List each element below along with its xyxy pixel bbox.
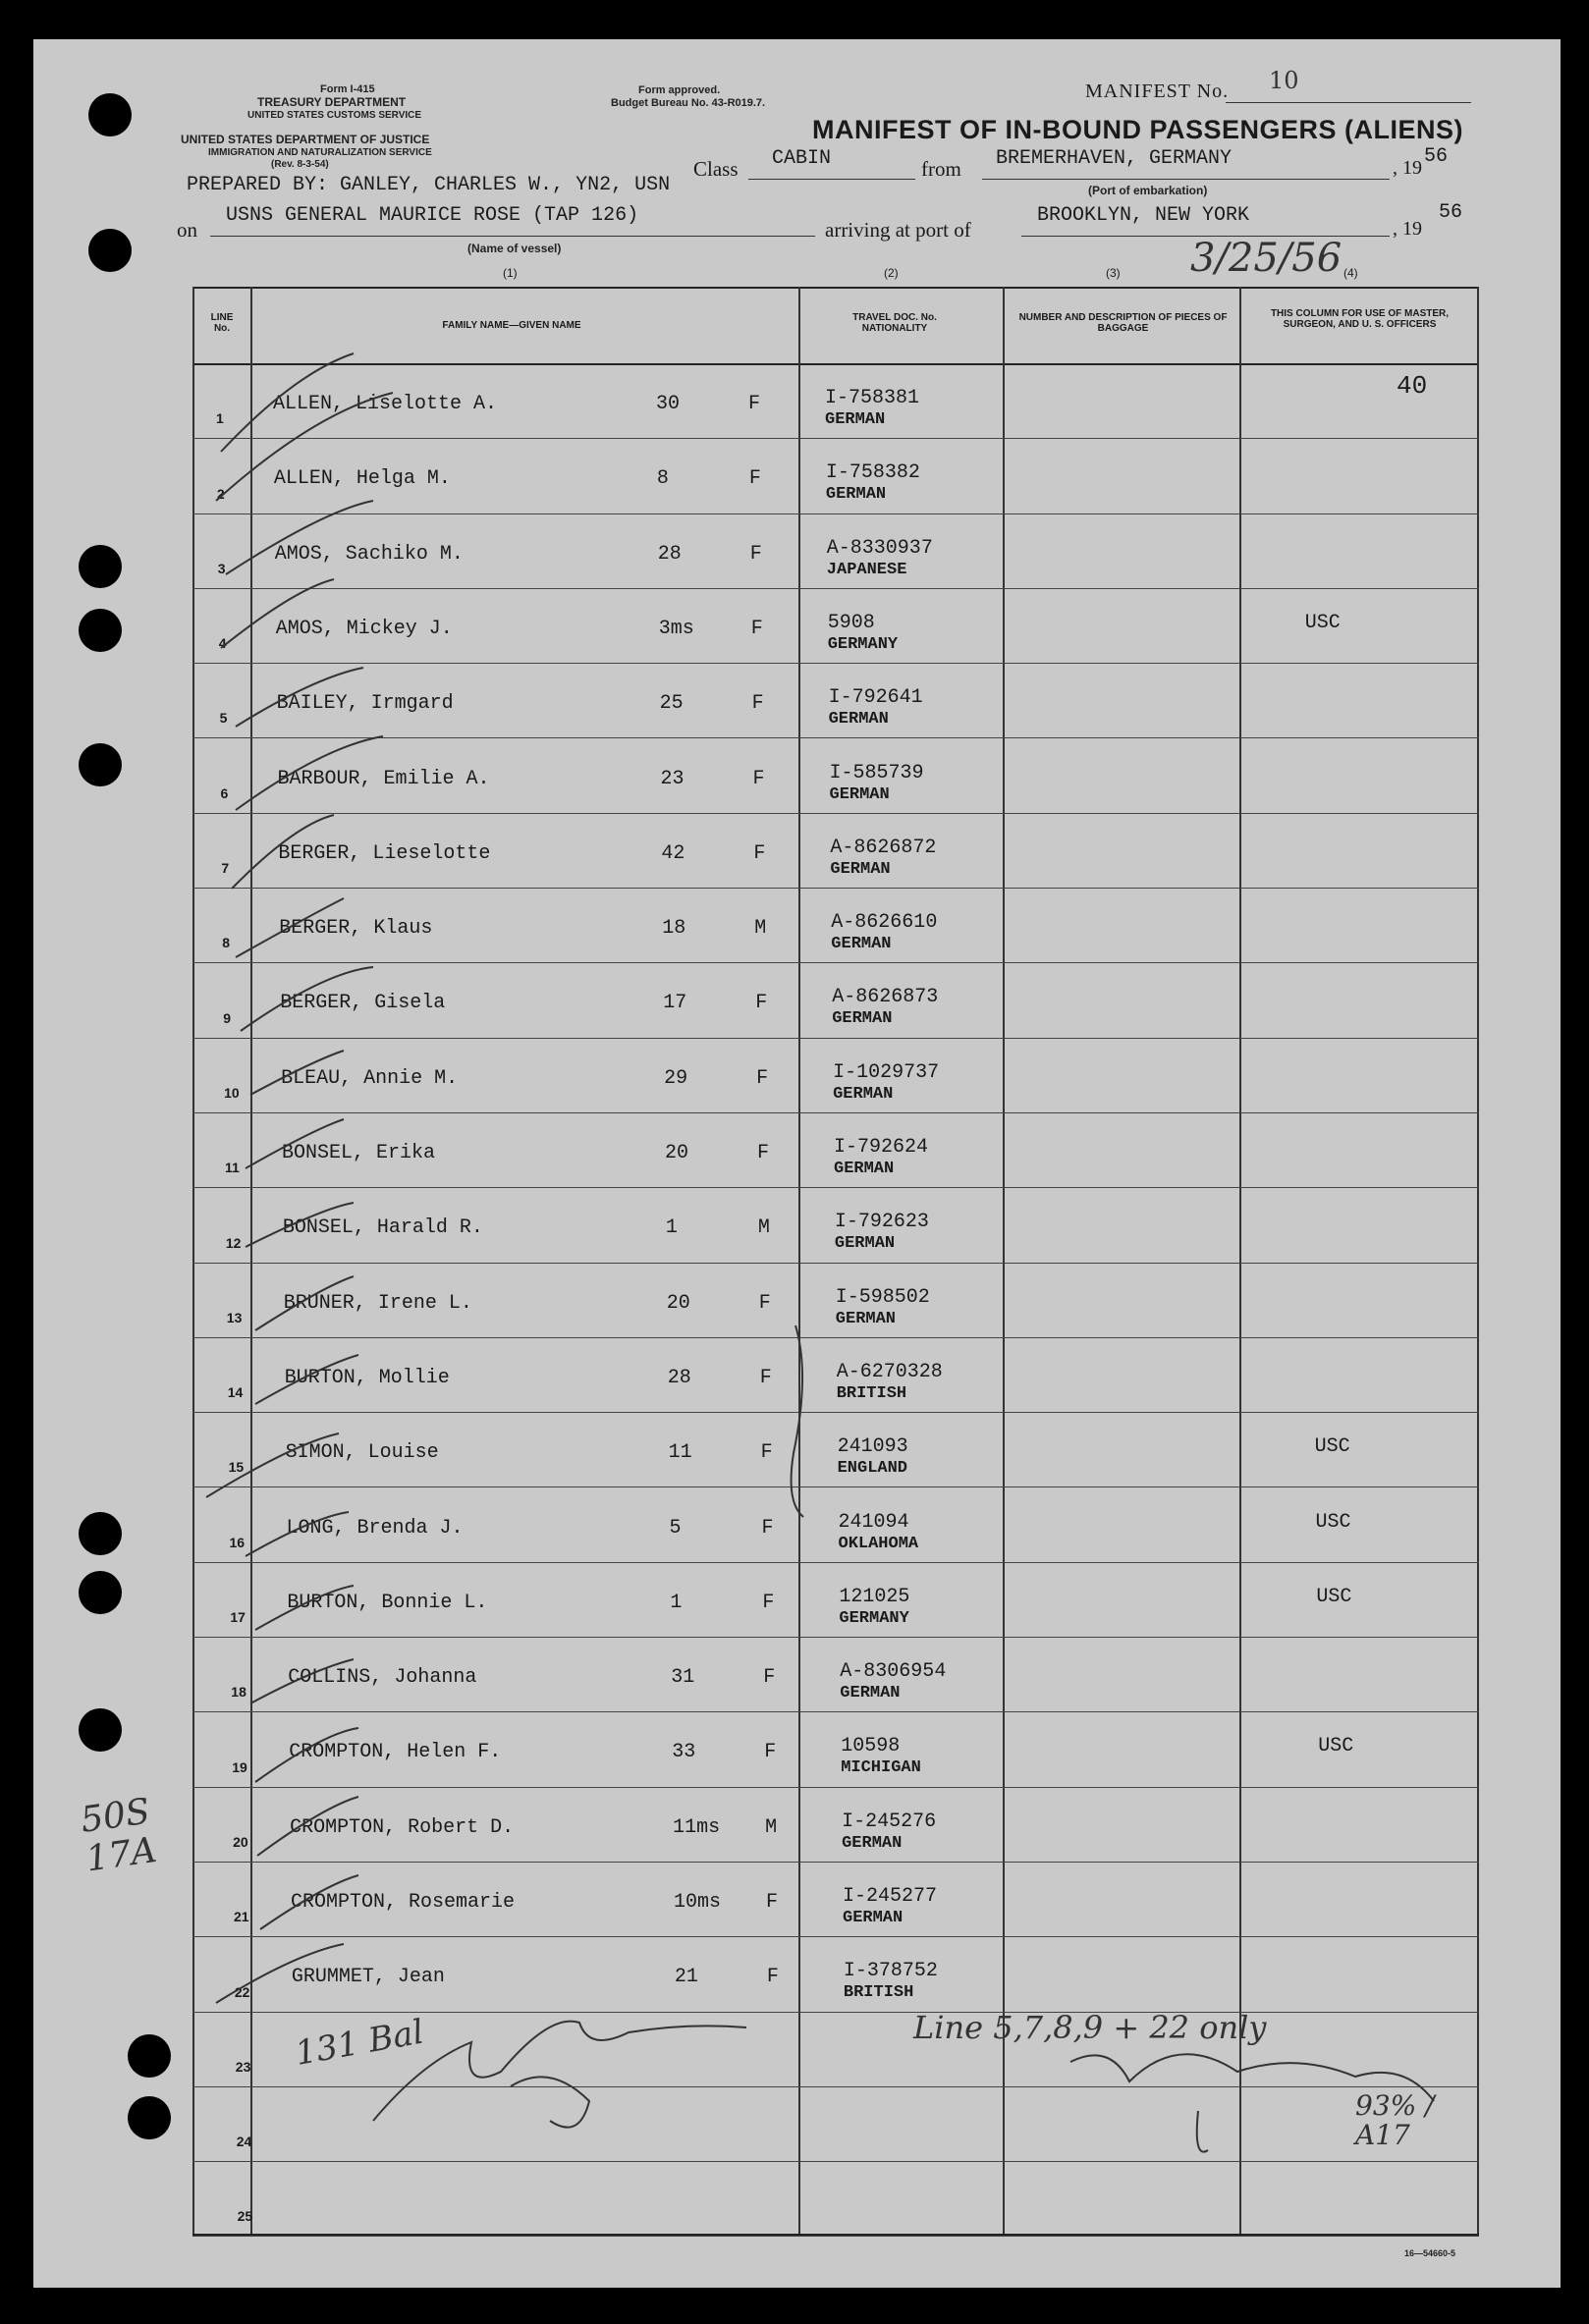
officer-note: USC bbox=[1314, 1435, 1350, 1459]
col-num-2: (2) bbox=[884, 266, 899, 280]
passenger-age: 5 bbox=[669, 1516, 682, 1540]
travel-doc-number: I-792641 bbox=[828, 686, 923, 710]
passenger-name: BURTON, Mollie bbox=[284, 1366, 450, 1389]
passenger-sex: F bbox=[762, 1591, 775, 1614]
line-no: 2 bbox=[216, 485, 225, 502]
passenger-sex: F bbox=[751, 692, 764, 716]
passenger-age: 25 bbox=[659, 692, 684, 716]
passenger-sex: F bbox=[766, 1891, 779, 1914]
manifest-number-label: MANIFEST No. bbox=[1085, 81, 1230, 102]
header-line-no: LINE No. bbox=[210, 312, 234, 334]
line-no: 8 bbox=[222, 935, 231, 951]
passenger-name: CROMPTON, Rosemarie bbox=[291, 1891, 516, 1914]
year-prefix-1: , 19 bbox=[1393, 157, 1422, 179]
line-no: 14 bbox=[227, 1384, 244, 1401]
travel-doc-number: I-758381 bbox=[825, 387, 920, 409]
travel-doc-number: A-8626873 bbox=[832, 986, 939, 1009]
line-no: 15 bbox=[228, 1459, 245, 1476]
line-no: 25 bbox=[237, 2208, 253, 2225]
travel-doc-number: I-792623 bbox=[834, 1211, 929, 1234]
line-no: 10 bbox=[224, 1084, 240, 1101]
embarkation-port: BREMERHAVEN, GERMANY bbox=[996, 147, 1233, 170]
passenger-age: 11ms bbox=[673, 1815, 721, 1839]
passenger-name: BARBOUR, Emilie A. bbox=[277, 767, 490, 790]
passenger-age: 29 bbox=[664, 1066, 688, 1090]
header-travel-doc: TRAVEL DOC. No. NATIONALITY bbox=[852, 312, 937, 334]
customs-service: UNITED STATES CUSTOMS SERVICE bbox=[247, 110, 422, 121]
line-no: 5 bbox=[219, 710, 228, 727]
travel-doc-number: A-8626610 bbox=[831, 911, 938, 935]
note-bottom-left: 131 Bal bbox=[292, 2012, 427, 2074]
prepared-by: PREPARED BY: GANLEY, CHARLES W., YN2, USN bbox=[187, 174, 671, 196]
handwritten-date: 3/25/56 bbox=[1190, 236, 1342, 281]
passenger-sex: F bbox=[761, 1516, 774, 1540]
nationality: GERMAN bbox=[825, 485, 887, 505]
travel-doc-number: I-598502 bbox=[835, 1285, 930, 1309]
travel-doc-number: A-8306954 bbox=[840, 1660, 947, 1684]
passenger-name: BERGER, Gisela bbox=[280, 992, 446, 1015]
page-title: MANIFEST OF IN-BOUND PASSENGERS (ALIENS) bbox=[812, 115, 1464, 144]
vessel-caption: (Name of vessel) bbox=[467, 242, 562, 255]
officer-note: USC bbox=[1304, 611, 1341, 634]
passenger-sex: F bbox=[755, 992, 768, 1015]
port-caption: (Port of embarkation) bbox=[1088, 184, 1208, 197]
passenger-sex: F bbox=[757, 1142, 770, 1164]
passenger-age: 42 bbox=[661, 841, 685, 865]
passenger-sex: M bbox=[757, 1216, 770, 1240]
passenger-name: BLEAU, Annie M. bbox=[281, 1066, 459, 1090]
col-num-1: (1) bbox=[503, 266, 518, 280]
passenger-age: 30 bbox=[656, 393, 681, 415]
col-num-4: (4) bbox=[1343, 266, 1358, 280]
nationality: OKLAHOMA bbox=[838, 1534, 919, 1553]
line-no: 7 bbox=[221, 860, 230, 877]
nationality: GERMANY bbox=[839, 1608, 909, 1628]
passenger-age: 28 bbox=[667, 1366, 691, 1389]
passenger-age: 1 bbox=[665, 1216, 678, 1240]
nationality: BRITISH bbox=[843, 1983, 914, 2003]
vessel-name: USNS GENERAL MAURICE ROSE (TAP 126) bbox=[226, 204, 639, 227]
manifest-number: 10 bbox=[1269, 67, 1299, 94]
passenger-name: BERGER, Klaus bbox=[279, 917, 433, 941]
passenger-name: BRUNER, Irene L. bbox=[283, 1291, 472, 1315]
line-no: 23 bbox=[235, 2058, 251, 2075]
passenger-sex: F bbox=[748, 393, 761, 415]
note-lines: Line 5,7,8,9 + 22 only bbox=[913, 2009, 1267, 2046]
treasury-dept: TREASURY DEPARTMENT bbox=[257, 95, 407, 109]
nationality: GERMAN bbox=[834, 1234, 896, 1254]
travel-doc-number: I-585739 bbox=[829, 761, 924, 784]
passenger-sex: F bbox=[759, 1366, 772, 1389]
line-no: 16 bbox=[229, 1534, 246, 1550]
passenger-sex: F bbox=[764, 1741, 777, 1764]
nationality: GERMAN bbox=[840, 1684, 901, 1703]
line-no: 21 bbox=[234, 1909, 249, 1925]
passenger-age: 1 bbox=[670, 1591, 683, 1614]
ins-service: IMMIGRATION AND NATURALIZATION SERVICE bbox=[208, 147, 432, 158]
on-label: on bbox=[177, 218, 197, 242]
passenger-name: GRUMMET, Jean bbox=[291, 1966, 445, 1989]
passenger-name: BONSEL, Harald R. bbox=[282, 1216, 483, 1240]
line-no: 18 bbox=[231, 1684, 247, 1701]
nationality: GERMAN bbox=[825, 410, 886, 429]
from-label: from bbox=[921, 157, 961, 181]
passenger-age: 20 bbox=[666, 1291, 690, 1315]
nationality: GERMAN bbox=[835, 1309, 897, 1328]
nationality: GERMAN bbox=[834, 1160, 895, 1178]
travel-doc-number: A-8626872 bbox=[830, 836, 937, 859]
passenger-sex: F bbox=[756, 1066, 769, 1090]
nationality: GERMANY bbox=[827, 634, 899, 654]
nationality: GERMAN bbox=[832, 1009, 893, 1029]
nationality: GERMAN bbox=[831, 935, 892, 954]
header-name: FAMILY NAME—GIVEN NAME bbox=[442, 320, 581, 331]
passenger-name: CROMPTON, Helen F. bbox=[289, 1741, 502, 1764]
travel-doc-number: I-1029737 bbox=[833, 1060, 940, 1084]
officer-note: USC bbox=[1316, 1585, 1352, 1608]
revision: (Rev. 8-3-54) bbox=[271, 159, 329, 170]
passenger-age: 21 bbox=[674, 1966, 698, 1989]
passenger-name: AMOS, Mickey J. bbox=[275, 617, 453, 640]
line-no: 4 bbox=[218, 635, 227, 652]
passenger-name: LONG, Brenda J. bbox=[286, 1516, 464, 1540]
passenger-age: 20 bbox=[665, 1142, 689, 1164]
officer-note: USC bbox=[1315, 1510, 1351, 1534]
line-no: 12 bbox=[225, 1234, 242, 1251]
passenger-age: 23 bbox=[660, 767, 685, 790]
line-no: 19 bbox=[232, 1758, 247, 1775]
passenger-sex: F bbox=[748, 467, 761, 491]
budget-bureau: Budget Bureau No. 43-R019.7. bbox=[611, 97, 766, 109]
line-no: 6 bbox=[220, 784, 229, 801]
travel-doc-number: I-245276 bbox=[842, 1810, 937, 1833]
passenger-age: 31 bbox=[671, 1666, 695, 1690]
line-no: 3 bbox=[217, 560, 226, 576]
margin-note: 50S 17A bbox=[78, 1791, 160, 1880]
travel-doc-number: I-758382 bbox=[825, 461, 920, 485]
nationality: GERMAN bbox=[830, 859, 891, 879]
travel-doc-number: 5908 bbox=[827, 611, 875, 634]
travel-doc-number: I-792624 bbox=[834, 1136, 929, 1159]
passenger-name: BONSEL, Erika bbox=[282, 1142, 436, 1164]
line-no: 17 bbox=[230, 1609, 246, 1626]
passenger-sex: F bbox=[750, 617, 763, 640]
passenger-age: 3ms bbox=[658, 617, 694, 640]
line-no: 24 bbox=[236, 2134, 252, 2150]
passenger-age: 11 bbox=[668, 1441, 692, 1465]
header-baggage: NUMBER AND DESCRIPTION OF PIECES OF BAGGAGE bbox=[1018, 312, 1228, 334]
nationality: JAPANESE bbox=[826, 560, 907, 579]
header-officers: THIS COLUMN FOR USE OF MASTER, SURGEON, AND U. S. OFFICERS bbox=[1270, 308, 1450, 330]
passenger-name: BERGER, Lieselotte bbox=[278, 841, 491, 865]
arrival-port: BROOKLYN, NEW YORK bbox=[1037, 204, 1250, 227]
passenger-name: BAILEY, Irmgard bbox=[276, 692, 454, 716]
travel-doc-number: 241093 bbox=[837, 1435, 908, 1459]
passenger-name: COLLINS, Johanna bbox=[288, 1666, 477, 1690]
footer-code: 16—54660-5 bbox=[1404, 2248, 1456, 2258]
passenger-name: ALLEN, Helga M. bbox=[273, 467, 451, 491]
passenger-age: 8 bbox=[656, 467, 669, 491]
col-num-3: (3) bbox=[1106, 266, 1121, 280]
line-no: 11 bbox=[225, 1160, 240, 1176]
form-number: Form I-415 bbox=[320, 83, 375, 95]
passenger-sex: F bbox=[753, 841, 766, 865]
arriving-label: arriving at port of bbox=[825, 218, 971, 242]
line-no: 9 bbox=[223, 1009, 231, 1026]
passenger-age: 17 bbox=[663, 992, 687, 1015]
passenger-age: 18 bbox=[662, 917, 686, 941]
passenger-sex: M bbox=[765, 1815, 778, 1839]
line-no: 22 bbox=[234, 1983, 250, 2000]
passenger-name: SIMON, Louise bbox=[285, 1441, 439, 1465]
passenger-sex: M bbox=[754, 917, 767, 941]
travel-doc-number: A-8330937 bbox=[826, 536, 933, 560]
nationality: GERMAN bbox=[829, 784, 890, 804]
year-prefix-2: , 19 bbox=[1393, 218, 1422, 240]
passenger-name: BURTON, Bonnie L. bbox=[287, 1591, 488, 1614]
nationality: BRITISH bbox=[836, 1383, 907, 1403]
class-label: Class bbox=[693, 157, 739, 181]
travel-doc-number: 241094 bbox=[838, 1510, 909, 1534]
nationality: ENGLAND bbox=[837, 1459, 908, 1479]
passenger-age: 10ms bbox=[674, 1891, 722, 1914]
line-no: 13 bbox=[226, 1309, 243, 1325]
passenger-name: CROMPTON, Robert D. bbox=[290, 1815, 515, 1839]
nationality: GERMAN bbox=[842, 1833, 903, 1853]
line-no: 20 bbox=[233, 1833, 248, 1850]
passenger-sex: F bbox=[752, 767, 765, 790]
nationality: GERMAN bbox=[828, 710, 889, 730]
officer-note: USC bbox=[1318, 1735, 1354, 1758]
line-no: 1 bbox=[216, 410, 224, 427]
form-approved: Form approved. bbox=[638, 84, 721, 96]
class-value: CABIN bbox=[772, 147, 832, 170]
passenger-name: AMOS, Sachiko M. bbox=[274, 542, 464, 566]
year-2: 56 bbox=[1439, 201, 1463, 224]
travel-doc-number: 121025 bbox=[839, 1585, 910, 1608]
passenger-sex: F bbox=[749, 542, 762, 566]
note-bottom-right: 93% / A17 bbox=[1355, 2089, 1435, 2151]
travel-doc-number: I-378752 bbox=[843, 1960, 938, 1983]
passenger-age: 28 bbox=[657, 542, 682, 566]
year-1: 56 bbox=[1424, 145, 1449, 168]
travel-doc-number: 10598 bbox=[841, 1735, 901, 1758]
passenger-sex: F bbox=[763, 1666, 776, 1690]
passenger-sex: F bbox=[758, 1291, 771, 1315]
officer-note: 40 bbox=[1397, 371, 1428, 401]
nationality: GERMAN bbox=[843, 1909, 904, 1927]
justice-dept: UNITED STATES DEPARTMENT OF JUSTICE bbox=[181, 133, 430, 146]
passenger-name: ALLEN, Liselotte A. bbox=[273, 393, 498, 415]
passenger-sex: F bbox=[760, 1441, 773, 1465]
travel-doc-number: I-245277 bbox=[843, 1885, 938, 1908]
travel-doc-number: A-6270328 bbox=[836, 1360, 943, 1383]
nationality: GERMAN bbox=[833, 1084, 894, 1104]
passenger-age: 33 bbox=[672, 1741, 696, 1764]
passenger-sex: F bbox=[766, 1966, 779, 1989]
nationality: MICHIGAN bbox=[841, 1758, 921, 1778]
